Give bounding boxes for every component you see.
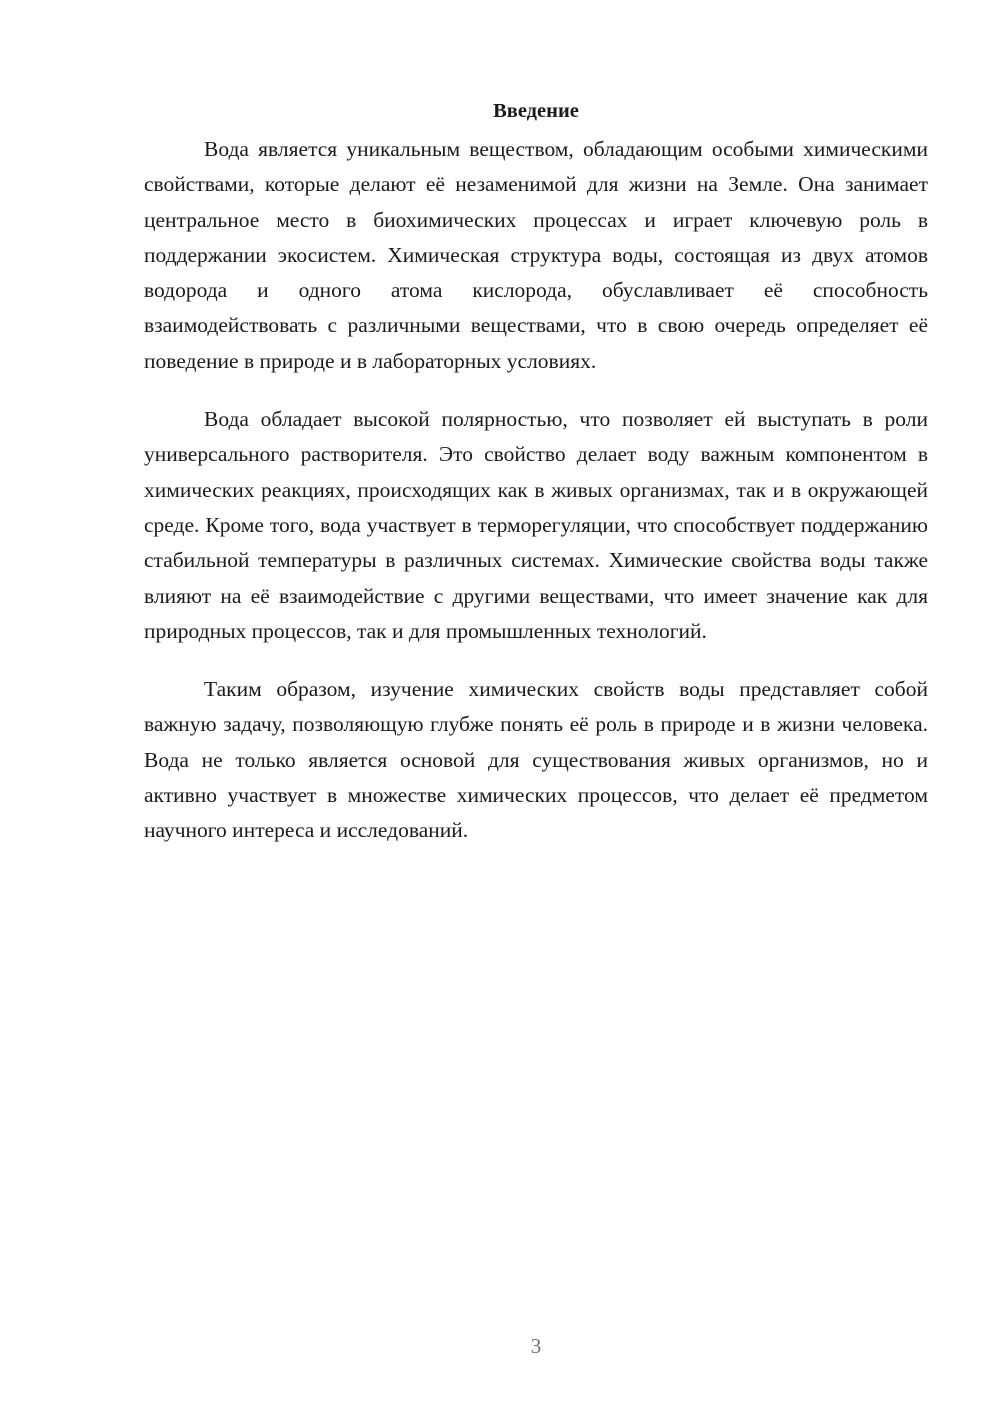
section-heading: Введение: [493, 100, 579, 122]
paragraph-1: Вода является уникальным веществом, обладающим особыми химическими свойствами, которые делают её незаменимой для жизни на Земле. Она занимает центральное место в биохимических процессах и играет ключевую роль в поддержании экосистем. Химическая структура воды, состоящая из двух атомов водорода и одного атома кислорода, обуславливает её способность взаимодействовать с различными веществами, что в свою очередь определяет её поведение в природе и в лабораторных условиях.: [144, 137, 928, 373]
paragraph-3: Таким образом, изучение химических свойств воды представляет собой важную задачу, позволяющую глубже понять её роль в природе и в жизни человека. Вода не только является основой для существования живых организмов, но и активно участвует в множестве химических процессов, что делает её предметом научного интереса и исследований.: [144, 677, 928, 843]
page-content: [144, 96, 928, 872]
page-number: 3: [530, 1334, 542, 1358]
paragraph-2: Вода обладает высокой полярностью, что позволяет ей выступать в роли универсального растворителя. Это свойство делает воду важным компонентом в химических реакциях, происходящих как в живых организмах, так и в окружающей среде. Кроме того, вода участвует в терморегуляции, что способствует поддержанию стабильной температуры в различных системах. Химические свойства воды также влияют на её взаимодействие с другими веществами, что имеет значение как для природных процессов, так и для промышленных технологий.: [144, 407, 928, 643]
